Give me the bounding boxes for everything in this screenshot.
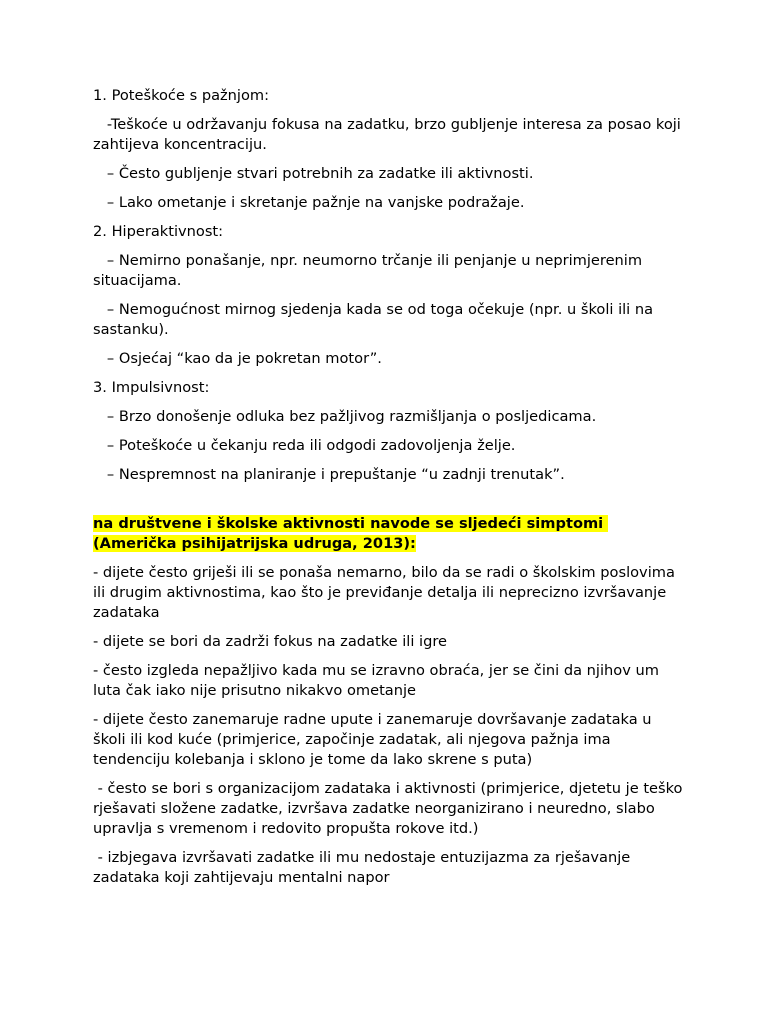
list-item: – Često gubljenje stvari potrebnih za zadatke ili aktivnosti.	[93, 165, 534, 182]
list-item: – Osjećaj “kao da je pokretan motor”.	[93, 350, 382, 367]
list-item: – Poteškoće u čekanju reda ili odgodi zadovoljenja želje.	[93, 437, 516, 454]
symptom-item: - često izgleda nepažljivo kada mu se izravno obraća, jer se čini da njihov um luta čak iako nije prisutno nikakvo ometanje	[93, 662, 664, 699]
highlighted-heading-paragraph	[93, 514, 683, 554]
list-item: – Nespremnost na planiranje i prepuštanje “u zadnji trenutak”.	[93, 466, 565, 483]
blank-line	[93, 494, 683, 514]
highlighted-heading: na društvene i školske aktivnosti navode se sljedeći simptomi (Američka psihijatrijska udruga, 2013):	[93, 515, 609, 552]
list-item: – Nemirno ponašanje, npr. neumorno trčanje ili penjanje u neprimjerenim situacijama.	[93, 252, 647, 289]
list-item: – Nemogućnost mirnog sjedenja kada se od toga očekuje (npr. u školi ili na sastanku).	[93, 301, 658, 338]
symptom-item: - izbjegava izvršavati zadatke ili mu nedostaje entuzijazma za rješavanje zadataka koji zahtijevaju mentalni napor	[93, 849, 635, 886]
document-page	[93, 86, 688, 897]
list-item: – Lako ometanje i skretanje pažnje na vanjske podražaje.	[93, 194, 525, 211]
section-heading-attention: 1. Poteškoće s pažnjom:	[93, 87, 270, 104]
section-heading-hyperactivity: 2. Hiperaktivnost:	[93, 223, 224, 240]
list-item: -Teškoće u održavanju fokusa na zadatku, brzo gubljenje interesa za posao koji zahtijeva koncentraciju.	[93, 116, 686, 153]
symptom-item: - dijete se bori da zadrži fokus na zadatke ili igre	[93, 633, 448, 650]
symptom-item: - često se bori s organizacijom zadataka i aktivnosti (primjerice, djetetu je teško rješavati složene zadatke, izvršava zadatke neorganizirano i neuredno, slabo upravlja s vremenom i redovito propušta rokove itd.)	[93, 780, 688, 837]
symptom-item: - dijete često zanemaruje radne upute i zanemaruje dovršavanje zadataka u školi ili kod kuće (primjerice, započinje zadatak, ali njegova pažnja ima tendenciju kolebanja i sklono je tome da lako skrene s puta)	[93, 711, 657, 768]
section-heading-impulsivity: 3. Impulsivnost:	[93, 379, 210, 396]
symptom-item: - dijete često griješi ili se ponaša nemarno, bilo da se radi o školskim poslovima ili drugim aktivnostima, kao što je previđanje detalja ili neprecizno izvršavanje zadataka	[93, 564, 680, 621]
list-item: – Brzo donošenje odluka bez pažljivog razmišljanja o posljedicama.	[93, 408, 597, 425]
